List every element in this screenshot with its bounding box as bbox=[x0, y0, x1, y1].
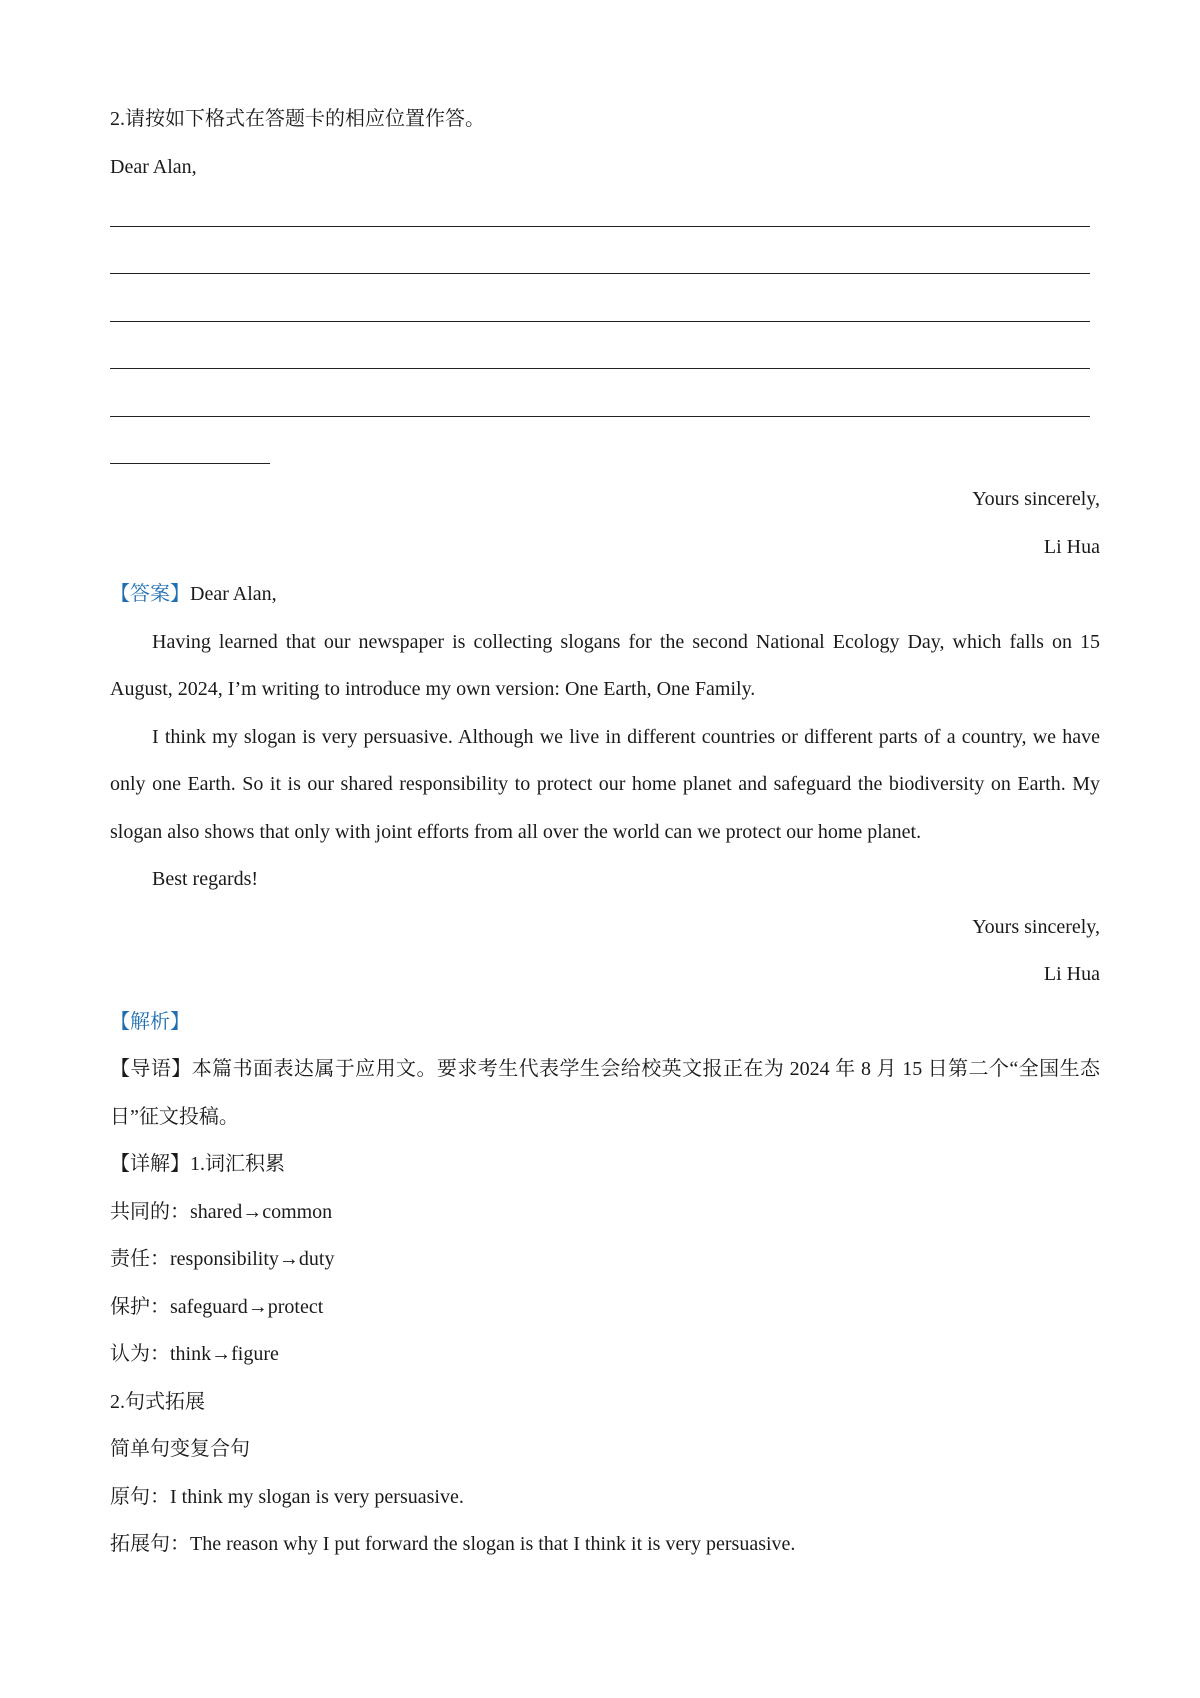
answer-paragraph-3: Best regards! bbox=[152, 868, 259, 890]
vocab-item: 责任：responsibility→duty bbox=[110, 1248, 335, 1270]
template-greeting: Dear Alan, bbox=[110, 155, 197, 178]
answer-blank-line[interactable] bbox=[110, 239, 1100, 287]
answer-blank-line[interactable] bbox=[110, 286, 1100, 334]
answer-closing: Yours sincerely, bbox=[972, 915, 1100, 938]
intro-text: 本篇书面表达属于应用文。要求考生代表学生会给校英文报正在为 2024 年 8 月 15 日第二个“全国生态日”征文投稿。 bbox=[110, 1058, 1100, 1128]
answer-tag: 【答案】 bbox=[110, 583, 190, 605]
section2-sub: 简单句变复合句 bbox=[110, 1438, 250, 1460]
answer-signature: Li Hua bbox=[1043, 963, 1100, 985]
answer-paragraph-1: Having learned that our newspaper is collecting slogans for the second National Ecology Day, which falls on 15 August, 2024, I’m writing to introduce my own version: One Earth, One Family. bbox=[110, 630, 1100, 700]
vocab-item: 认为：think→figure bbox=[110, 1343, 279, 1365]
analysis-tag: 【解析】 bbox=[110, 1010, 190, 1033]
answer-blank-line[interactable] bbox=[110, 334, 1100, 382]
expanded-label: 拓展句： bbox=[110, 1533, 190, 1555]
analysis-intro bbox=[110, 1046, 1100, 1141]
answer-blank-line[interactable] bbox=[110, 381, 1100, 429]
detail-line bbox=[110, 1141, 1100, 1189]
vocab-item: 保护：safeguard→protect bbox=[110, 1295, 324, 1318]
vocab-item: 共同的：shared→common bbox=[110, 1200, 333, 1223]
answer-paragraph-2: I think my slogan is very persuasive. Although we live in different countries or different parts of a country, we have only one Earth. So it is our shared responsibility to protect our home planet and safeguard the biodiversity on Earth. My slogan also shows that only with joint efforts from all over the world can we protect our home planet. bbox=[110, 725, 1100, 843]
template-signature: Li Hua bbox=[1043, 535, 1100, 558]
original-label: 原句： bbox=[110, 1485, 170, 1508]
original-sentence: I think my slogan is very persuasive. bbox=[170, 1485, 464, 1508]
answer-blank-line[interactable] bbox=[110, 191, 1100, 239]
expanded-sentence-line bbox=[110, 1521, 1100, 1569]
template-closing: Yours sincerely, bbox=[972, 488, 1100, 510]
answer-blank-line-short[interactable] bbox=[110, 429, 1100, 477]
expanded-sentence: The reason why I put forward the slogan is that I think it is very persuasive. bbox=[190, 1533, 796, 1555]
answer-greeting: Dear Alan, bbox=[190, 583, 277, 605]
document-page bbox=[110, 96, 1100, 1569]
analysis-header bbox=[110, 999, 1100, 1047]
section2-heading: 2.句式拓展 bbox=[110, 1390, 205, 1413]
answer-header bbox=[110, 571, 1100, 619]
detail-tag: 【详解】 bbox=[110, 1153, 190, 1175]
instruction-text: 2.请按如下格式在答题卡的相应位置作答。 bbox=[110, 108, 485, 130]
detail-heading: 1.词汇积累 bbox=[190, 1153, 285, 1175]
intro-tag: 【导语】 bbox=[110, 1058, 192, 1080]
original-sentence-line bbox=[110, 1474, 1100, 1522]
